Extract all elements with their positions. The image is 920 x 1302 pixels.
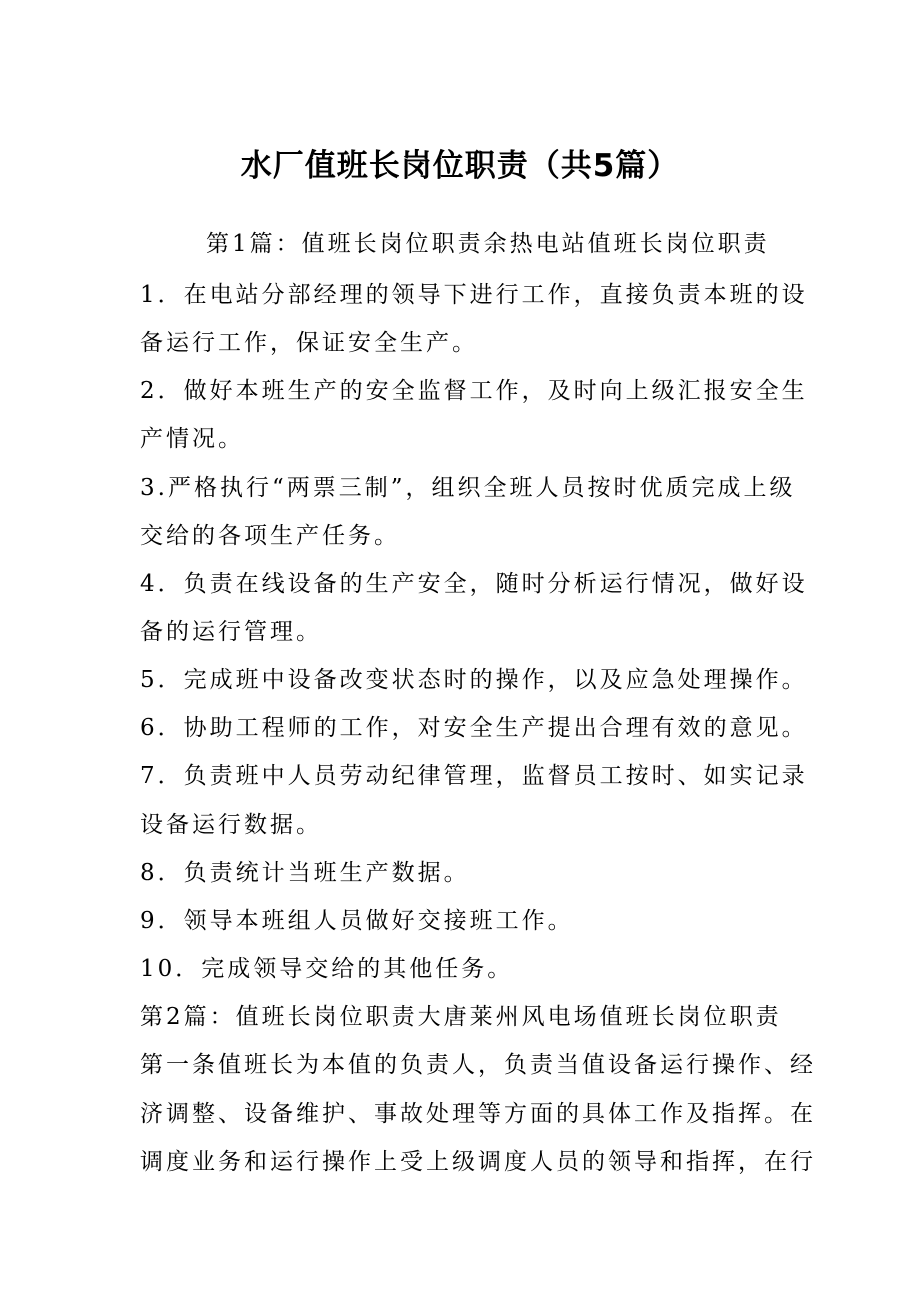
paragraph-line: 备的运行管理。 bbox=[140, 619, 322, 645]
paragraph-line: 备运行工作，保证安全生产。 bbox=[140, 330, 478, 356]
paragraph-line: 设备运行数据。 bbox=[140, 812, 322, 838]
section-2-heading: 第2篇：值班长岗位职责大唐莱州风电场值班长岗位职责 bbox=[140, 1004, 782, 1030]
paragraph-line: 交给的各项生产任务。 bbox=[140, 523, 400, 549]
paragraph-line: 产情况。 bbox=[140, 426, 244, 452]
paragraph-line: 第一条值班长为本值的负责人，负责当值设备运行操作、经 bbox=[140, 1052, 816, 1078]
paragraph-line: 7．负责班中人员劳动纪律管理，监督员工按时、如实记录 bbox=[140, 763, 808, 789]
paragraph-line: 8．负责统计当班生产数据。 bbox=[140, 860, 470, 886]
section-1-heading: 第1篇：值班长岗位职责余热电站值班长岗位职责 bbox=[206, 231, 770, 257]
paragraph-line: 调度业务和运行操作上受上级调度人员的领导和指挥，在行 bbox=[140, 1149, 816, 1175]
paragraph-line: 3.严格执行“两票三制”，组织全班人员按时优质完成上级 bbox=[140, 475, 796, 501]
paragraph-line: 6．协助工程师的工作，对安全生产提出合理有效的意见。 bbox=[140, 715, 808, 741]
paragraph-line: 济调整、设备维护、事故处理等方面的具体工作及指挥。在 bbox=[140, 1101, 816, 1127]
paragraph-line: 9．领导本班组人员做好交接班工作。 bbox=[140, 908, 574, 934]
paragraph-line: 2．做好本班生产的安全监督工作，及时向上级汇报安全生 bbox=[140, 378, 808, 404]
paragraph-line: 5．完成班中设备改变状态时的操作，以及应急处理操作。 bbox=[140, 667, 808, 693]
paragraph-line: 1．在电站分部经理的领导下进行工作，直接负责本班的设 bbox=[140, 282, 808, 308]
document-title: 水厂值班长岗位职责（共5篇） bbox=[240, 148, 680, 184]
paragraph-line: 4．负责在线设备的生产安全，随时分析运行情况，做好设 bbox=[140, 571, 808, 597]
paragraph-line: 10．完成领导交给的其他任务。 bbox=[140, 956, 514, 982]
